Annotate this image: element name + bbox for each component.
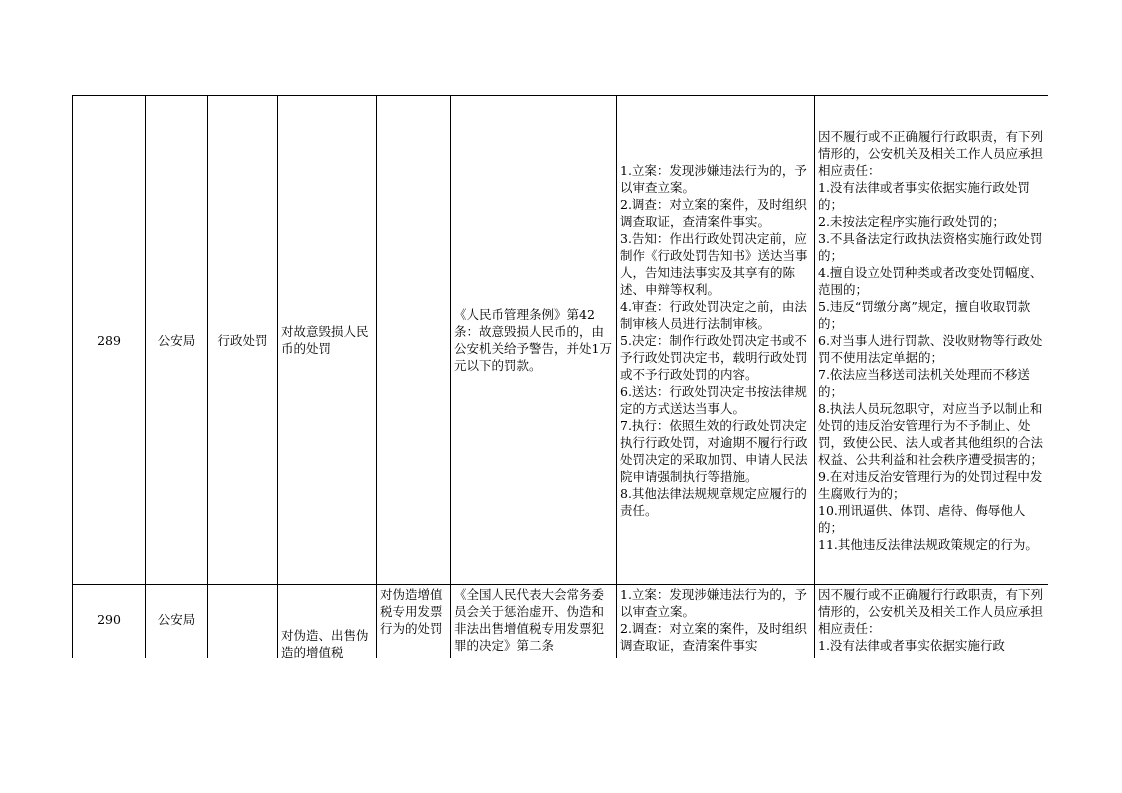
liability-item: 7.依法应当移送司法机关处理而不移送的； bbox=[818, 366, 1030, 399]
procedure-cell bbox=[617, 585, 815, 659]
liability-item: 2.未按法定程序实施行政处罚的； bbox=[818, 213, 1005, 229]
liability-item: 1.没有法律或者事实依据实施行政处罚的； bbox=[818, 179, 1030, 212]
liability-item: 10.刑讯逼供、体罚、虐待、侮辱他人的； bbox=[818, 502, 1026, 535]
subitem-cell bbox=[377, 96, 451, 585]
procedure-step: 8.其他法律法规规章规定应履行的责任。 bbox=[620, 485, 807, 518]
subitem-cell: 对伪造增值税专用发票行为的处罚 bbox=[377, 585, 451, 659]
procedure-step: 2.调查：对立案的案件，及时组织调查取证，查清案件事实。 bbox=[620, 196, 807, 229]
item-name-cell: 对伪造、出售伪造的增值税 bbox=[278, 585, 377, 659]
liability-item: 6.对当事人进行罚款、没收财物等行政处罚不使用法定单据的； bbox=[818, 332, 1043, 365]
liability-item: 1.没有法律或者事实依据实施行政 bbox=[818, 638, 1005, 653]
procedure-step: 4.审查：行政处罚决定之前，由法制审核人员进行法制审核。 bbox=[620, 298, 807, 331]
liability-cell bbox=[815, 96, 1049, 585]
liability-item: 3.不具备法定行政执法资格实施行政处罚的； bbox=[818, 230, 1043, 263]
procedure-step: 7.执行：依照生效的行政处罚决定执行行政处罚，对逾期不履行行政处罚决定的采取加罚、申请人民法院申请强制执行等措施。 bbox=[620, 417, 808, 484]
liability-item: 因不履行或不正确履行行政职责，有下列情形的，公安机关及相关工作人员应承担相应责任： bbox=[818, 128, 1044, 178]
procedure-step: 2.调查：对立案的案件，及时组织调查取证，查清案件事实 bbox=[620, 621, 807, 653]
procedure-step: 6.送达：行政处罚决定书按法律规定的方式送达当事人。 bbox=[620, 383, 807, 416]
power-list-table bbox=[72, 95, 1048, 658]
legal-basis-cell: 《全国人民代表大会常务委员会关于惩治虚开、伪造和非法出售增值税专用发票犯罪的决定》第二条 bbox=[451, 585, 617, 659]
legal-basis-cell: 《人民币管理条例》第42条：故意毁损人民币的，由公安机关给予警告，并处1万元以下的罚款。 bbox=[451, 96, 617, 585]
item-name-cell: 对故意毁损人民币的处罚 bbox=[278, 96, 377, 585]
procedure-step: 5.决定：制作行政处罚决定书或不予行政处罚决定书，载明行政处罚或不予行政处罚的内容。 bbox=[620, 332, 808, 382]
table-viewport bbox=[72, 95, 1048, 658]
department-cell: 公安局 bbox=[146, 96, 208, 585]
department-cell: 公安局 bbox=[146, 585, 208, 659]
procedure-step: 1.立案：发现涉嫌违法行为的，予以审查立案。 bbox=[620, 162, 807, 195]
procedure-cell bbox=[617, 96, 815, 585]
procedure-step: 1.立案：发现涉嫌违法行为的，予以审查立案。 bbox=[620, 587, 807, 619]
table-row bbox=[73, 585, 1049, 659]
liability-item: 5.违反“罚缴分离”规定，擅自收取罚款的； bbox=[818, 298, 1031, 331]
liability-item: 11.其他违反法律法规政策规定的行为。 bbox=[818, 536, 1038, 552]
category-cell: 行政处罚 bbox=[208, 96, 278, 585]
table-row bbox=[73, 96, 1049, 585]
liability-item: 9.在对违反治安管理行为的处罚过程中发生腐败行为的； bbox=[818, 468, 1043, 501]
category-cell bbox=[208, 585, 278, 659]
liability-item: 4.擅自设立处罚种类或者改变处罚幅度、范围的； bbox=[818, 264, 1043, 297]
row-number: 290 bbox=[73, 585, 146, 659]
liability-cell bbox=[815, 585, 1049, 659]
liability-item: 因不履行或不正确履行行政职责，有下列情形的，公安机关及相关工作人员应承担相应责任： bbox=[818, 587, 1044, 636]
liability-item: 8.执法人员玩忽职守，对应当予以制止和处罚的违反治安管理行为不予制止、处罚，致使公民、法人或者其他组织的合法权益、公共利益和社会秩序遭受损害的； bbox=[818, 400, 1044, 467]
procedure-step: 3.告知：作出行政处罚决定前，应制作《行政处罚告知书》送达当事人，告知违法事实及其享有的陈述、申辩等权利。 bbox=[620, 230, 808, 297]
row-number: 289 bbox=[73, 96, 146, 585]
